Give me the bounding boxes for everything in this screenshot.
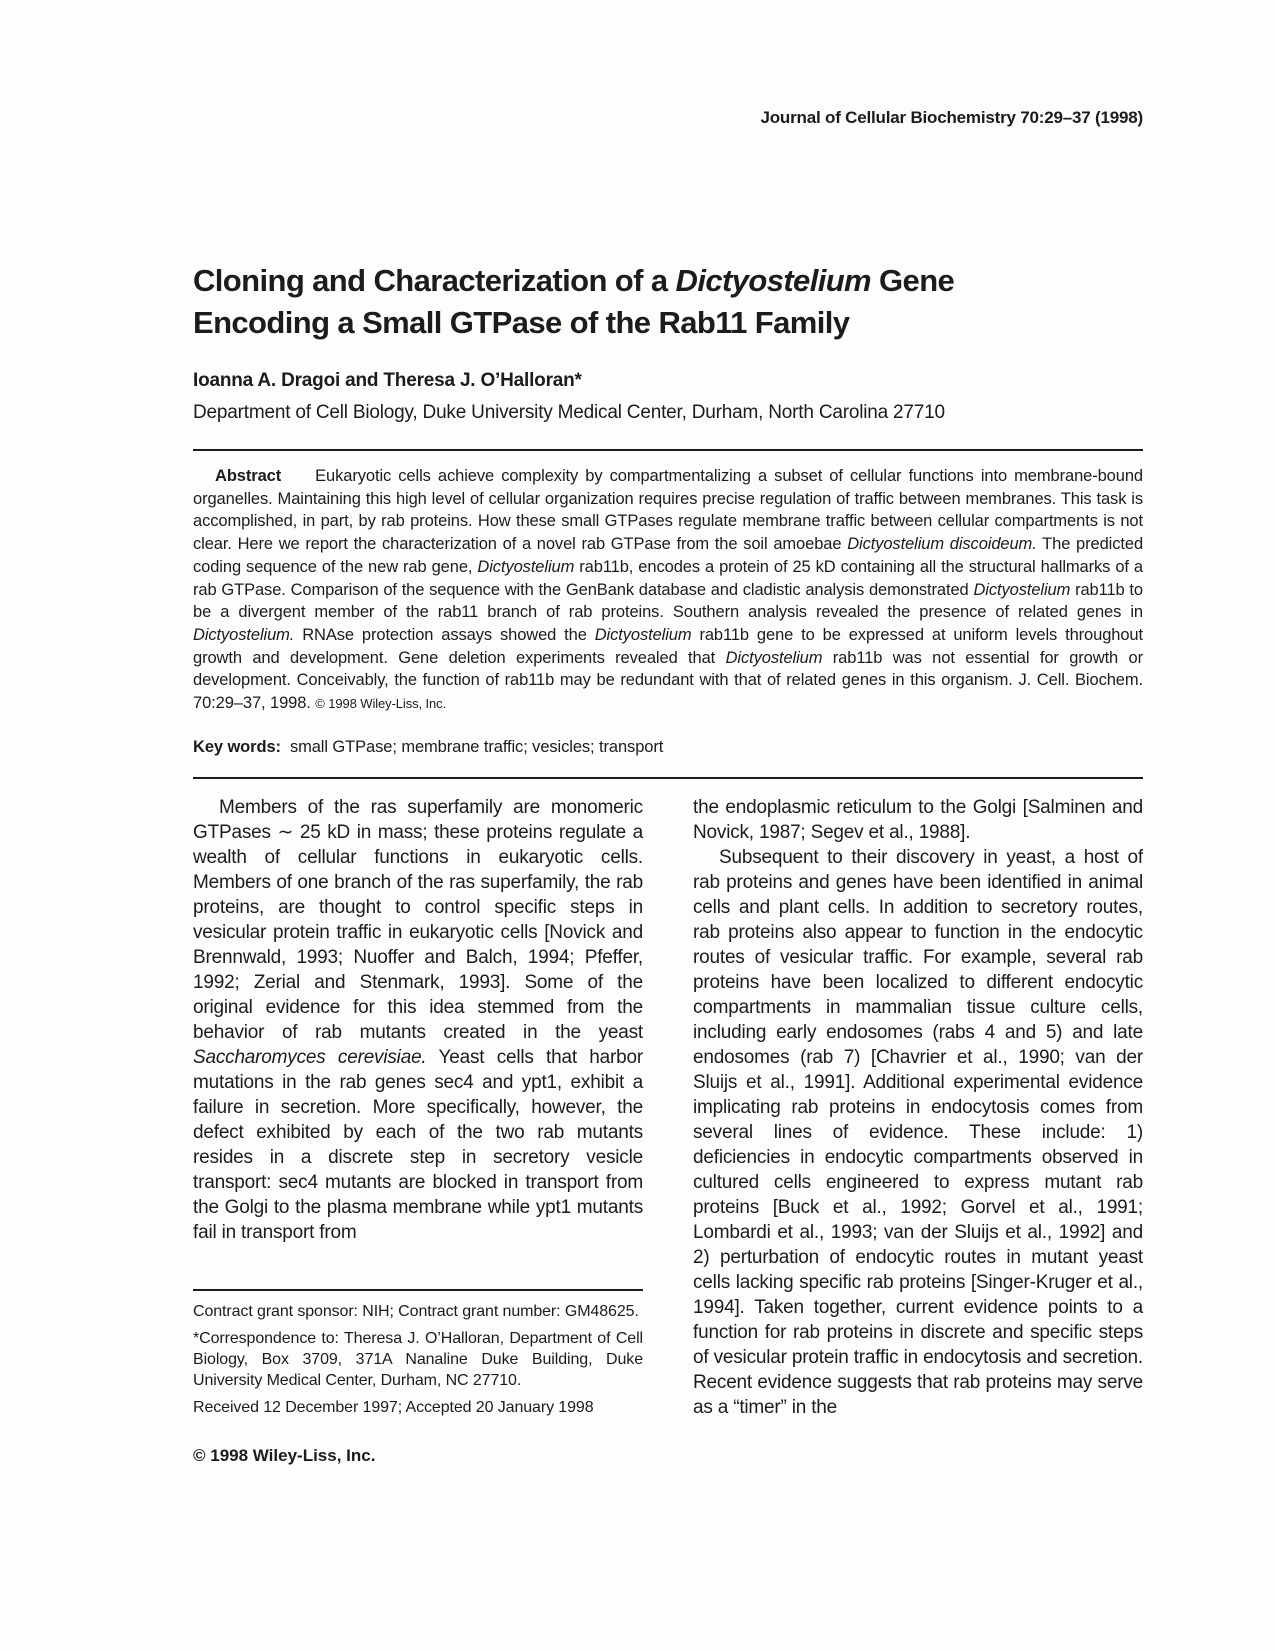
body-right-paragraph-2: Subsequent to their discovery in yeast, a host of rab proteins and genes have been identified in animal cells and plant cells. In addition to secretory routes, rab proteins also appear to function in the endocytic routes of vesicular traffic. For example, several rab proteins have been localized to different endocytic compartments in mammalian tissue culture cells, including early endosomes (rabs 4 and 5) and late endosomes (rab 7) [Chavrier et al., 1990; van der Sluijs et al., 1991]. Additional experimental evidence implicating rab proteins in endocytosis comes from several lines of evidence. These include: 1) deficiencies in endocytic compartments observed in cultured cells engineered to express mutant rab proteins [Buck et al., 1992; Gorvel et al., 1991; Lombardi et al., 1993; van der Sluijs et al., 1992] and 2) perturbation of endocytic routes in mutant yeast cells lacking specific rab proteins [Singer-Kruger et al., 1994]. Taken together, current evidence points to a function for rab proteins in discrete and specific steps of vesicular protein traffic in endocytosis and secretion. Recent evidence suggests that rab proteins may serve as a “timer” in the bbox=[693, 846, 1143, 1418]
footer-copyright: © 1998 Wiley-Liss, Inc. bbox=[193, 1445, 376, 1465]
left-column bbox=[193, 795, 643, 1466]
page-content bbox=[193, 0, 1143, 1466]
journal-header: Journal of Cellular Biochemistry 70:29–37 (1998) bbox=[760, 108, 1143, 127]
right-column bbox=[693, 795, 1143, 1466]
keywords-label: Key words: bbox=[193, 737, 281, 756]
authors-line: Ioanna A. Dragoi and Theresa J. O’Halloran* bbox=[193, 370, 582, 391]
footnote-grant: Contract grant sponsor: NIH; Contract grant number: GM48625. bbox=[193, 1302, 639, 1320]
abstract-text: Eukaryotic cells achieve complexity by compartmentalizing a subset of cellular functions into membrane-bound organelles. Maintaining this high level of cellular organization requires precise regulation of traffic between membranes. This task is accomplished, in part, by rab proteins. How these small GTPases regulate membrane traffic between cellular compartments is not clear. Here we report the characterization of a novel rab GTPase from the soil amoebae Dictyostelium discoideum. The predicted coding sequence of the new rab gene, Dictyostelium rab11b, encodes a protein of 25 kD containing all the structural hallmarks of a rab GTPase. Comparison of the sequence with the GenBank database and cladistic analysis demonstrated Dictyostelium rab11b to be a divergent member of the rab11 branch of rab proteins. Southern analysis revealed the presence of related genes in Dictyostelium. RNAse protection assays showed the Dictyostelium rab11b gene to be expressed at uniform levels throughout growth and development. Gene deletion experiments revealed that Dictyostelium rab11b was not essential for growth or development. Conceivably, the function of rab11b may be redundant with that of related genes in this organism. J. Cell. Biochem. 70:29–37, 1998. © 1998 Wiley-Liss, Inc. bbox=[193, 467, 1144, 713]
abstract-label: Abstract bbox=[215, 467, 282, 485]
footnote-received: Received 12 December 1997; Accepted 20 January 1998 bbox=[193, 1398, 594, 1416]
affiliation-line: Department of Cell Biology, Duke University Medical Center, Durham, North Carolina 27710 bbox=[193, 402, 945, 423]
abstract-top-rule bbox=[193, 449, 1143, 451]
body-columns bbox=[193, 795, 1143, 1466]
body-left-paragraph: Members of the ras superfamily are monomeric GTPases ∼ 25 kD in mass; these proteins regulate a wealth of cellular functions in eukaryotic cells. Members of one branch of the ras superfamily, the rab proteins, are thought to control specific steps in vesicular protein traffic in eukaryotic cells [Novick and Brennwald, 1993; Nuoffer and Balch, 1994; Pfeffer, 1992; Zerial and Stenmark, 1993]. Some of the original evidence for this idea stemmed from the behavior of rab mutants created in the yeast Saccharomyces cerevisiae. Yeast cells that harbor mutations in the rab genes sec4 and ypt1, exhibit a failure in secretion. More specifically, however, the defect exhibited by each of the two rab mutants resides in a discrete step in secretory vesicle transport: sec4 mutants are blocked in transport from the Golgi to the plasma membrane while ypt1 mutants fail in transport from bbox=[193, 796, 644, 1243]
keywords-bottom-rule bbox=[193, 777, 1143, 779]
body-right-paragraph-1: the endoplasmic reticulum to the Golgi [Salminen and Novick, 1987; Segev et al., 1988]. bbox=[693, 796, 1143, 843]
footnote-correspondence: *Correspondence to: Theresa J. O’Halloran, Department of Cell Biology, Box 3709, 371A Nanaline Duke Building, Duke University Medical Center, Durham, NC 27710. bbox=[193, 1329, 643, 1389]
keywords-line bbox=[193, 738, 1143, 757]
paper-title: Cloning and Characterization of a Dictyostelium Gene Encoding a Small GTPase of the Rab11 Family bbox=[193, 263, 955, 340]
abstract-paragraph bbox=[193, 465, 1143, 716]
footnote-rule bbox=[193, 1289, 643, 1291]
keywords-text: small GTPase; membrane traffic; vesicles; transport bbox=[289, 737, 664, 756]
